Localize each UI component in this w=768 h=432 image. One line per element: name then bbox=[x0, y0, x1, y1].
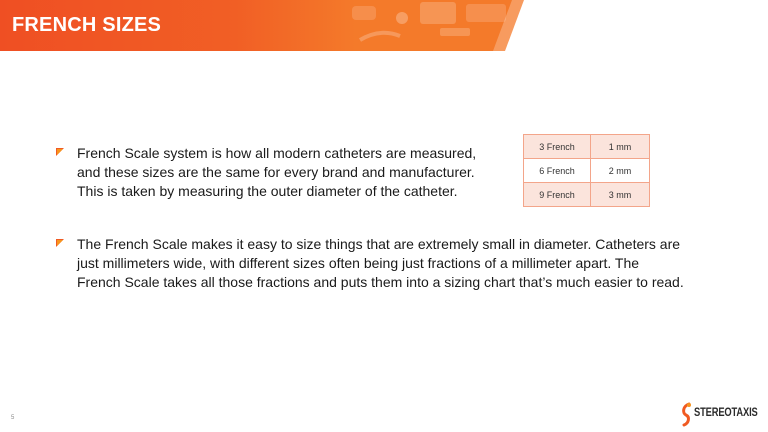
paragraph-french-scale-usage bbox=[77, 235, 684, 292]
page-number: 5 bbox=[11, 415, 15, 421]
table-cell-french: 9 French bbox=[524, 183, 591, 207]
table-cell-french: 6 French bbox=[524, 159, 591, 183]
orange-arrow-bullet-icon bbox=[54, 146, 66, 158]
logo-wordmark: STEREOTAXIS bbox=[694, 405, 758, 419]
stereotaxis-logo bbox=[680, 401, 760, 427]
paragraph-line: just millimeters wide, with different sizes often being just fractions of a millimeter apart. The bbox=[77, 255, 640, 271]
paragraph-line: and these sizes are the same for every brand and manufacturer. bbox=[77, 164, 475, 180]
table-row bbox=[524, 183, 650, 207]
table-row bbox=[524, 159, 650, 183]
slide-header bbox=[0, 0, 768, 51]
paragraph-line: French Scale takes all those fractions and puts them into a sizing chart that’s much easier to read. bbox=[77, 274, 684, 290]
paragraph-line: The French Scale makes it easy to size things that are extremely small in diameter. Catheters are bbox=[77, 236, 681, 252]
paragraph-line: French Scale system is how all modern catheters are measured, bbox=[77, 145, 477, 161]
paragraph-french-scale-definition bbox=[77, 144, 476, 201]
table-cell-mm: 1 mm bbox=[591, 135, 650, 159]
orange-arrow-bullet-icon bbox=[54, 237, 66, 249]
table-row bbox=[524, 135, 650, 159]
french-size-table bbox=[523, 134, 650, 207]
stereotaxis-logo-mark-icon bbox=[680, 401, 694, 427]
paragraph-line: This is taken by measuring the outer diameter of the catheter. bbox=[77, 183, 458, 199]
table-cell-mm: 2 mm bbox=[591, 159, 650, 183]
table-cell-mm: 3 mm bbox=[591, 183, 650, 207]
table-cell-french: 3 French bbox=[524, 135, 591, 159]
page-title: FRENCH SIZES bbox=[12, 14, 162, 36]
